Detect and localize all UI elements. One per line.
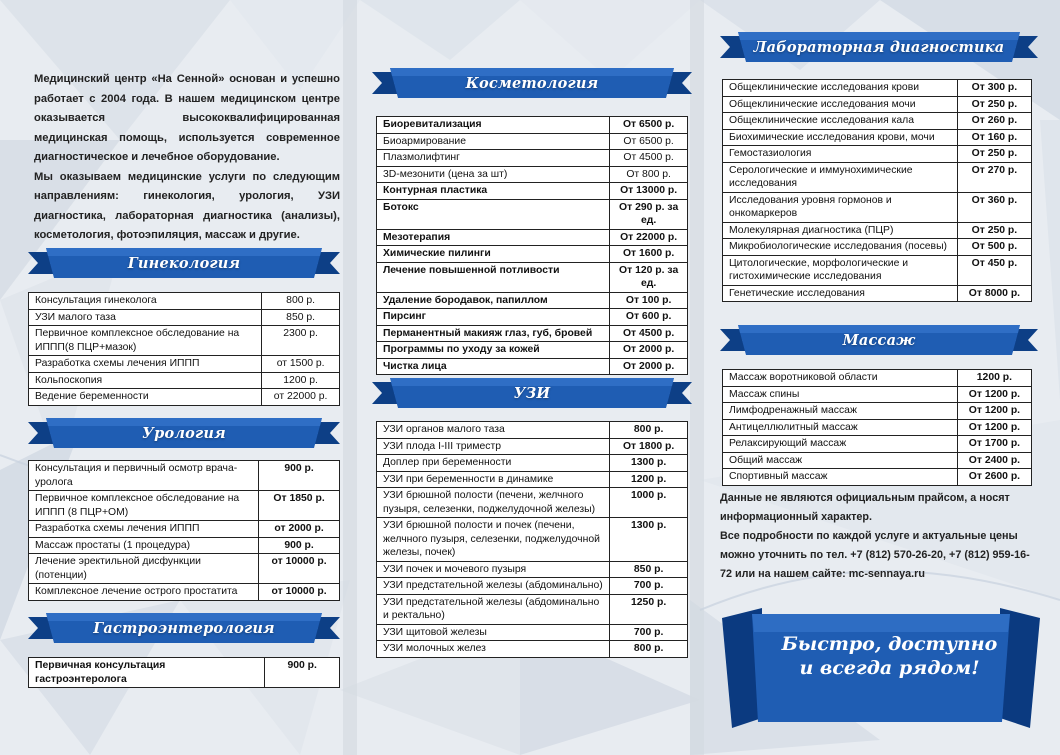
- table-row: [377, 641, 688, 658]
- service-price: от 10000 р.: [259, 554, 340, 584]
- service-name: Комплексное лечение острого простатита: [29, 584, 259, 601]
- service-price: От 22000 р.: [610, 229, 688, 246]
- table-row: [377, 594, 688, 624]
- service-price: 800 р.: [610, 422, 688, 439]
- service-name: УЗИ брюшной полости (печени, желчного пузыря, селезенки, поджелудочной железы): [377, 488, 610, 518]
- service-name: Лимфодренажный массаж: [723, 403, 958, 420]
- service-price: 1300 р.: [610, 518, 688, 562]
- table-row: [377, 561, 688, 578]
- ultrasound-price-table: [376, 421, 688, 658]
- service-price: От 120 р. за ед.: [610, 262, 688, 292]
- gastroenterology-price-table: [28, 657, 340, 688]
- service-name: Удаление бородавок, папиллом: [377, 292, 610, 309]
- service-price: 850 р.: [262, 309, 340, 326]
- table-row: [377, 325, 688, 342]
- service-price: От 100 р.: [610, 292, 688, 309]
- service-name: Гемостазиология: [723, 146, 958, 163]
- service-name: Серологические и иммунохимические исследования: [723, 162, 958, 192]
- service-price: От 1200 р.: [957, 403, 1031, 420]
- table-row: [377, 488, 688, 518]
- service-price: 1200 р.: [262, 372, 340, 389]
- urology-banner: [28, 418, 340, 448]
- massage-title: Массаж: [842, 331, 916, 349]
- massage-price-table: [722, 369, 1032, 486]
- service-price: От 360 р.: [957, 192, 1031, 222]
- table-row: [377, 246, 688, 263]
- service-name: Ботокс: [377, 199, 610, 229]
- service-name: УЗИ почек и мочевого пузыря: [377, 561, 610, 578]
- service-price: 1200 р.: [610, 471, 688, 488]
- service-name: Молекулярная диагностика (ПЦР): [723, 222, 958, 239]
- table-row: [723, 452, 1032, 469]
- table-row: [723, 113, 1032, 130]
- table-row: [377, 117, 688, 134]
- table-row: [377, 183, 688, 200]
- table-row: [29, 389, 340, 406]
- service-name: УЗИ плода I-III триместр: [377, 438, 610, 455]
- table-row: [377, 471, 688, 488]
- service-price: От 4500 р.: [610, 150, 688, 167]
- table-row: [377, 624, 688, 641]
- gynecology-price-table: [28, 292, 340, 406]
- service-price: От 1700 р.: [957, 436, 1031, 453]
- service-price: От 6500 р.: [610, 117, 688, 134]
- table-row: [723, 96, 1032, 113]
- table-row: [377, 422, 688, 439]
- table-row: [377, 292, 688, 309]
- table-row: [29, 658, 340, 688]
- table-row: [723, 370, 1032, 387]
- service-name: Микробиологические исследования (посевы): [723, 239, 958, 256]
- table-row: [377, 133, 688, 150]
- service-name: Разработка схемы лечения ИППП: [29, 521, 259, 538]
- service-name: Общий массаж: [723, 452, 958, 469]
- table-row: [29, 537, 340, 554]
- service-price: 700 р.: [610, 578, 688, 595]
- service-price: От 800 р.: [610, 166, 688, 183]
- service-price: От 6500 р.: [610, 133, 688, 150]
- service-name: Кольпоскопия: [29, 372, 262, 389]
- service-price: От 1200 р.: [957, 419, 1031, 436]
- table-row: [723, 192, 1032, 222]
- service-price: 1250 р.: [610, 594, 688, 624]
- service-price: 700 р.: [610, 624, 688, 641]
- service-price: От 8000 р.: [957, 285, 1031, 302]
- service-price: от 2000 р.: [259, 521, 340, 538]
- service-price: От 1200 р.: [957, 386, 1031, 403]
- service-name: УЗИ при беременности в динамике: [377, 471, 610, 488]
- service-name: Лечение повышенной потливости: [377, 262, 610, 292]
- service-name: Биохимические исследования крови, мочи: [723, 129, 958, 146]
- urology-title: Урология: [142, 424, 226, 442]
- table-row: [723, 469, 1032, 486]
- service-name: УЗИ брюшной полости и почек (печени, желчного пузыря, селезенки, поджелудочной железы, почек): [377, 518, 610, 562]
- table-row: [723, 285, 1032, 302]
- urology-price-table: [28, 460, 340, 601]
- table-row: [723, 255, 1032, 285]
- table-row: [377, 518, 688, 562]
- service-name: Биоармирование: [377, 133, 610, 150]
- lab-diagnostics-title: Лабораторная диагностика: [753, 38, 1005, 56]
- ultrasound-title: УЗИ: [513, 384, 551, 402]
- service-name: Разработка схемы лечения ИППП: [29, 356, 262, 373]
- service-price: От 1850 р.: [259, 491, 340, 521]
- table-row: [723, 162, 1032, 192]
- service-name: УЗИ предстательной железы (абдоминально): [377, 578, 610, 595]
- table-row: [377, 578, 688, 595]
- table-row: [29, 554, 340, 584]
- service-name: Массаж спины: [723, 386, 958, 403]
- table-row: [723, 222, 1032, 239]
- service-price: от 1500 р.: [262, 356, 340, 373]
- table-row: [29, 491, 340, 521]
- service-price: 2300 р.: [262, 326, 340, 356]
- service-name: Консультация гинеколога: [29, 293, 262, 310]
- service-price: От 250 р.: [957, 222, 1031, 239]
- table-row: [723, 386, 1032, 403]
- service-name: УЗИ молочных желез: [377, 641, 610, 658]
- service-name: УЗИ предстательной железы (абдоминально и ректально): [377, 594, 610, 624]
- service-name: Первичное комплексное обследование на ИППП(8 ПЦР+мазок): [29, 326, 262, 356]
- service-price: от 10000 р.: [259, 584, 340, 601]
- lab-diagnostics-price-table: [722, 79, 1032, 302]
- slogan-line-1: Быстро, доступно: [781, 633, 998, 655]
- service-price: От 2600 р.: [957, 469, 1031, 486]
- disclaimer-note: [720, 489, 1038, 584]
- service-name: Общеклинические исследования крови: [723, 80, 958, 97]
- table-row: [377, 309, 688, 326]
- table-row: [377, 199, 688, 229]
- table-row: [723, 403, 1032, 420]
- disclaimer-line-2: Все подробности по каждой услуге и актуальные цены можно уточнить по тел. +7 (812) 570-26-20, +7 (812) 959-16-72 или на нашем сайте: mc-sennaya.ru: [720, 530, 1030, 580]
- service-price: От 600 р.: [610, 309, 688, 326]
- service-price: От 450 р.: [957, 255, 1031, 285]
- service-price: От 160 р.: [957, 129, 1031, 146]
- service-name: УЗИ малого таза: [29, 309, 262, 326]
- service-name: Первичная консультация гастроэнтеролога: [29, 658, 265, 688]
- gastroenterology-banner: [28, 613, 340, 643]
- table-row: [29, 521, 340, 538]
- table-row: [723, 146, 1032, 163]
- service-name: Общеклинические исследования мочи: [723, 96, 958, 113]
- service-name: Химические пилинги: [377, 246, 610, 263]
- table-row: [29, 584, 340, 601]
- table-row: [377, 438, 688, 455]
- service-price: От 500 р.: [957, 239, 1031, 256]
- slogan-line-2: и всегда рядом!: [799, 657, 980, 679]
- service-name: Цитологические, морфологические и гистохимические исследования: [723, 255, 958, 285]
- service-name: Пирсинг: [377, 309, 610, 326]
- table-row: [377, 455, 688, 472]
- service-price: 850 р.: [610, 561, 688, 578]
- service-price: От 250 р.: [957, 146, 1031, 163]
- service-name: Исследования уровня гормонов и онкомаркеров: [723, 192, 958, 222]
- table-row: [377, 166, 688, 183]
- table-row: [29, 356, 340, 373]
- service-name: Контурная пластика: [377, 183, 610, 200]
- service-price: От 1600 р.: [610, 246, 688, 263]
- table-row: [29, 293, 340, 310]
- service-name: Лечение эректильной дисфункции (потенции): [29, 554, 259, 584]
- disclaimer-line-1: Данные не являются официальным прайсом, а носят информационный характер.: [720, 492, 1010, 523]
- service-name: Антицеллюлитный массаж: [723, 419, 958, 436]
- table-row: [377, 150, 688, 167]
- table-row: [377, 262, 688, 292]
- service-price: От 13000 р.: [610, 183, 688, 200]
- table-row: [723, 129, 1032, 146]
- service-price: 800 р.: [262, 293, 340, 310]
- service-name: Ведение беременности: [29, 389, 262, 406]
- cosmetology-price-table: [376, 116, 688, 375]
- gynecology-title: Гинекология: [127, 254, 241, 272]
- table-row: [723, 80, 1032, 97]
- service-name: Консультация и первичный осмотр врача-уролога: [29, 461, 259, 491]
- service-name: Плазмолифтинг: [377, 150, 610, 167]
- slogan-banner: [722, 608, 1040, 728]
- table-row: [723, 436, 1032, 453]
- service-name: Генетические исследования: [723, 285, 958, 302]
- service-price: От 250 р.: [957, 96, 1031, 113]
- service-price: 900 р.: [259, 461, 340, 491]
- table-row: [723, 239, 1032, 256]
- service-price: От 260 р.: [957, 113, 1031, 130]
- service-name: УЗИ щитовой железы: [377, 624, 610, 641]
- service-name: Программы по уходу за кожей: [377, 342, 610, 359]
- service-name: Перманентный макияж глаз, губ, бровей: [377, 325, 610, 342]
- service-price: От 290 р. за ед.: [610, 199, 688, 229]
- service-price: От 4500 р.: [610, 325, 688, 342]
- service-price: От 1800 р.: [610, 438, 688, 455]
- table-row: [29, 309, 340, 326]
- cosmetology-title: Косметология: [465, 74, 599, 92]
- service-name: Массаж воротниковой области: [723, 370, 958, 387]
- lab-diagnostics-banner: [720, 32, 1038, 62]
- intro-paragraph-1: Медицинский центр «На Сенной» основан и успешно работает с 2004 года. В нашем медицинском центре оказывается высококвалифицированная медицинская помощь, используется современное диагностическое и лечебное оборудование.: [34, 73, 340, 163]
- service-name: 3D-мезонити (цена за шт): [377, 166, 610, 183]
- service-price: от 22000 р.: [262, 389, 340, 406]
- table-row: [377, 229, 688, 246]
- service-price: От 300 р.: [957, 80, 1031, 97]
- service-name: Чистка лица: [377, 358, 610, 375]
- service-name: Первичное комплексное обследование на ИППП (8 ПЦР+ОМ): [29, 491, 259, 521]
- gastroenterology-title: Гастроэнтерология: [93, 619, 275, 637]
- service-price: 800 р.: [610, 641, 688, 658]
- service-name: УЗИ органов малого таза: [377, 422, 610, 439]
- table-row: [377, 358, 688, 375]
- service-name: Биоревитализация: [377, 117, 610, 134]
- service-name: Доплер при беременности: [377, 455, 610, 472]
- table-row: [723, 419, 1032, 436]
- service-name: Релаксирующий массаж: [723, 436, 958, 453]
- service-price: 1200 р.: [957, 370, 1031, 387]
- service-name: Общеклинические исследования кала: [723, 113, 958, 130]
- service-price: 900 р.: [259, 537, 340, 554]
- cosmetology-banner: [372, 68, 692, 98]
- gynecology-banner: [28, 248, 340, 278]
- massage-banner: [720, 325, 1038, 355]
- service-price: От 270 р.: [957, 162, 1031, 192]
- service-price: От 2000 р.: [610, 342, 688, 359]
- table-row: [377, 342, 688, 359]
- table-row: [29, 372, 340, 389]
- table-row: [29, 326, 340, 356]
- service-price: От 2400 р.: [957, 452, 1031, 469]
- service-name: Мезотерапия: [377, 229, 610, 246]
- service-price: 1000 р.: [610, 488, 688, 518]
- table-row: [29, 461, 340, 491]
- service-name: Массаж простаты (1 процедура): [29, 537, 259, 554]
- intro-paragraph-2: Мы оказываем медицинские услуги по следующим направлениям: гинекология, урология, УЗИ диагностика, лабораторная диагностика (анализы), косметология, фотоэпиляция, массаж и другие.: [34, 170, 340, 241]
- service-price: 900 р.: [265, 658, 340, 688]
- service-price: От 2000 р.: [610, 358, 688, 375]
- service-price: 1300 р.: [610, 455, 688, 472]
- ultrasound-banner: [372, 378, 692, 408]
- service-name: Спортивный массаж: [723, 469, 958, 486]
- intro-text: [34, 70, 340, 246]
